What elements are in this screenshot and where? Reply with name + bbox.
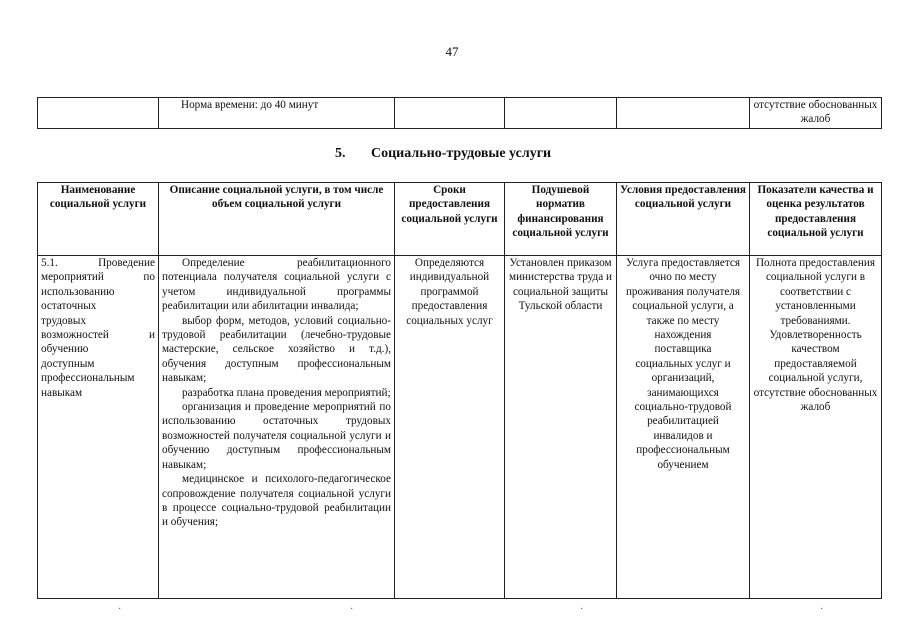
- terms-cell: Определяются индивидуальной программой предоставления социальных услуг: [395, 256, 505, 599]
- header-description: Описание социальной услуги, в том числе объем социальной услуги: [159, 183, 395, 256]
- service-name-line: навыкам: [41, 386, 83, 399]
- description-paragraph: медицинское и психолого-педагогическое сопровождение получателя социальной услуги в процессе социально-трудовой реабилитации и обучения;: [162, 473, 391, 529]
- services-table: [37, 182, 882, 599]
- time-norm-cell: Норма времени: до 40 минут: [159, 98, 395, 129]
- header-terms: Сроки предоставления социальной услуги: [395, 183, 505, 256]
- description-paragraph: выбор форм, методов, условий социально-трудовой реабилитации (лечебно-трудовые мастерские, сельское хозяйство и т.д.), обучения доступным профессиональным навыкам;: [162, 314, 391, 385]
- table-row: [38, 256, 882, 599]
- section-number: 5.: [335, 146, 346, 161]
- indicators-cell: Полнота предоставления социальной услуги в соответствии с установленными требованиями. Удовлетворенность качеством предоставляемой социальной услуги, отсутствие обоснованных жалоб: [750, 256, 882, 599]
- cell-empty: [38, 98, 159, 129]
- scan-speck: ·: [820, 604, 824, 615]
- header-indicators: Показатели качества и оценка результатов предоставления социальной услуги: [750, 183, 882, 256]
- conditions-cell: Услуга предоставляется очно по месту проживания получателя социальной услуги, а также по месту нахождения поставщика социальных услуг и организаций, занимающихся социально-трудовой реабилитацией инвалидов и профессиональным обучением: [617, 256, 750, 599]
- scan-speck: ·: [580, 604, 584, 615]
- service-name-line: трудовых: [41, 314, 87, 327]
- header-conditions: Условия предоставления социальной услуги: [617, 183, 750, 256]
- service-name-line: мероприятий по: [41, 271, 155, 284]
- section-title: Социально-трудовые услуги: [371, 146, 552, 161]
- section-heading: [335, 146, 551, 162]
- cell-empty: [505, 98, 617, 129]
- service-name-line: обучению: [41, 343, 89, 356]
- description-paragraph: Определение реабилитационного потенциала получателя социальной услуги с учетом индивидуальной программы реабилитации или абилитации инвалида;: [162, 257, 391, 313]
- service-name-line: использованию: [41, 285, 115, 298]
- table-row: [38, 98, 882, 129]
- service-name-line: профессиональным: [41, 372, 135, 385]
- table-header-row: [38, 183, 882, 256]
- service-description-cell: [159, 256, 395, 599]
- service-name-line: остаточных: [41, 300, 97, 313]
- scan-speck: ·: [118, 604, 122, 615]
- header-norm: Подушевой норматив финансирования социальной услуги: [505, 183, 617, 256]
- service-name-cell: [38, 256, 159, 599]
- header-name: Наименование социальной услуги: [38, 183, 159, 256]
- description-paragraph: разработка плана проведения мероприятий;: [182, 386, 391, 399]
- scan-artifacts: [0, 604, 904, 624]
- service-name-line: доступным: [41, 357, 95, 370]
- page-number: 47: [445, 44, 459, 59]
- description-paragraph: организация и проведение мероприятий по использованию остаточных трудовых возможностей получателя социальной услуги и обучению доступным профессиональным навыкам;: [162, 401, 391, 471]
- top-indicators-cell: отсутствие обоснованных жалоб: [750, 98, 882, 129]
- service-name-line: 5.1. Проведение: [41, 257, 155, 269]
- norm-cell: Установлен приказом министерства труда и социальной защиты Тульской области: [505, 256, 617, 599]
- cell-empty: [617, 98, 750, 129]
- continuation-table: [37, 97, 882, 129]
- cell-empty: [395, 98, 505, 129]
- service-name-line: возможностей и: [41, 329, 155, 342]
- scan-speck: ·: [350, 604, 354, 615]
